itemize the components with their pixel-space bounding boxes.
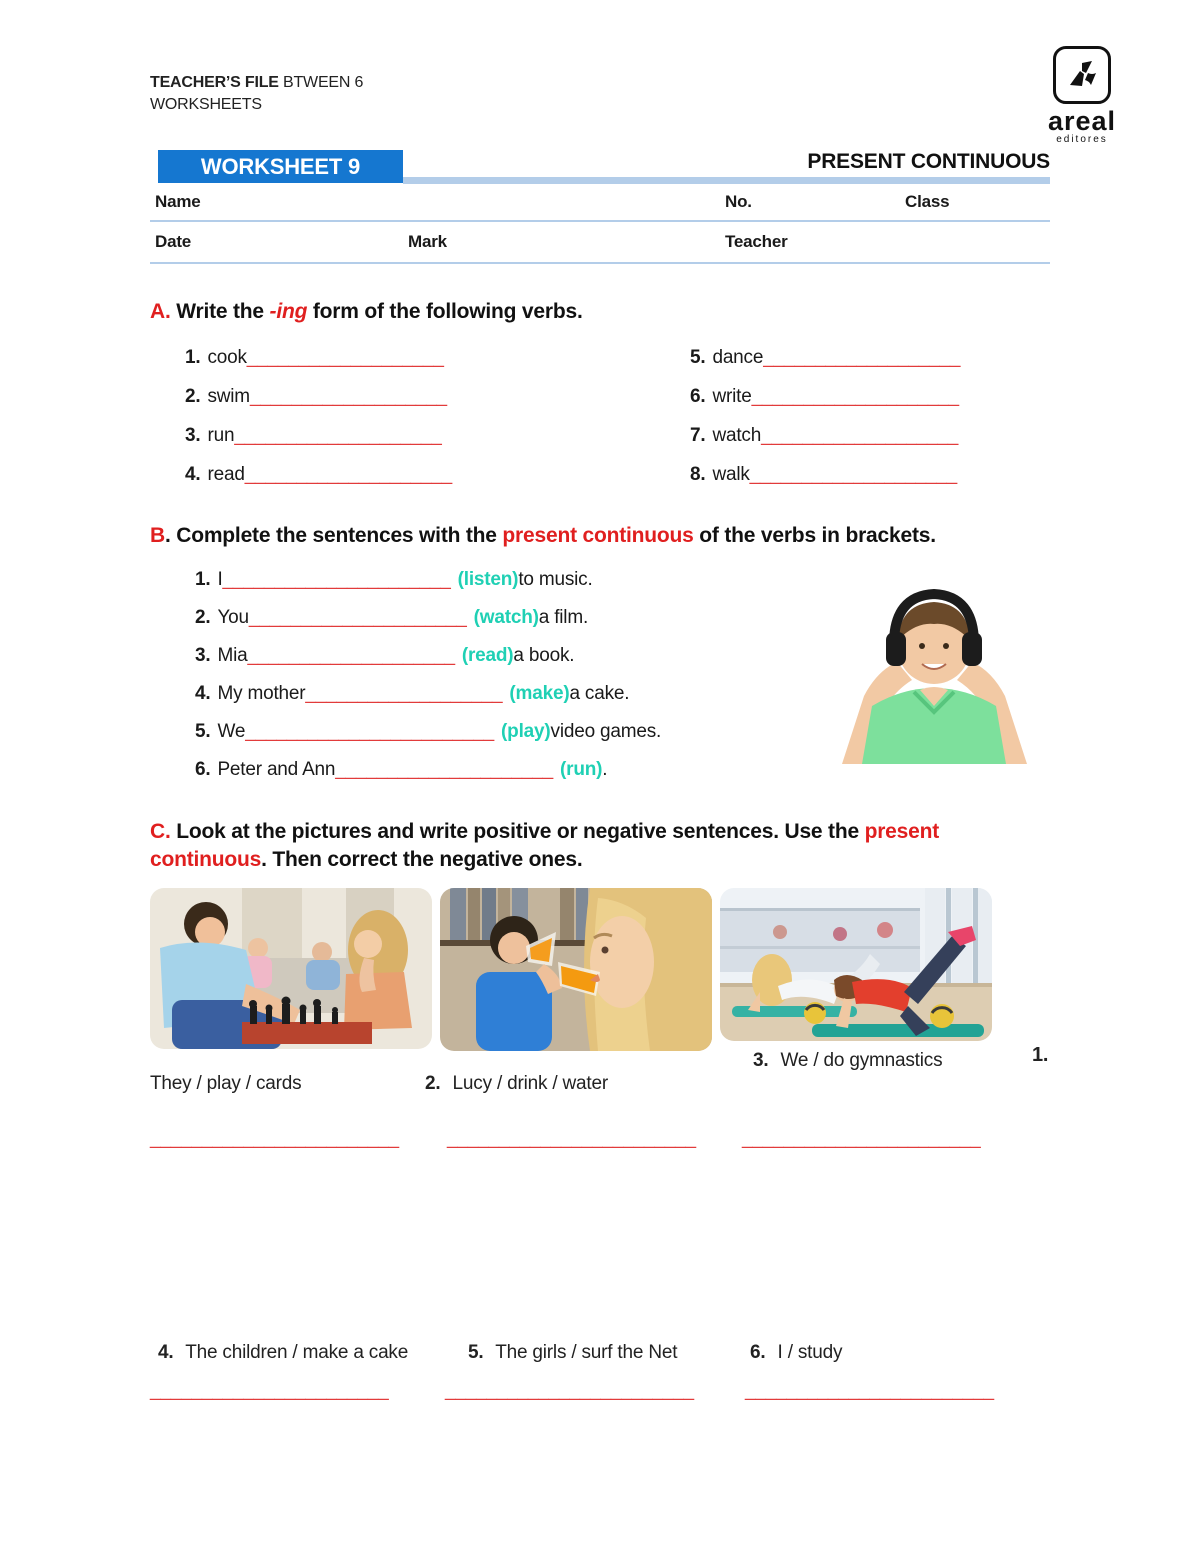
answer-blank: ________________________	[245, 721, 495, 742]
answer-blank: ____________________	[234, 424, 442, 446]
section-b-title-red: present continuous	[502, 524, 694, 547]
item-verb: swim	[207, 385, 250, 407]
worksheet-number-badge: WORKSHEET 9	[158, 150, 403, 183]
item-number: 5.	[195, 721, 211, 742]
verb-item	[185, 338, 690, 377]
item-number: 5.	[690, 346, 706, 368]
section-c-title-pre: Look at the pictures and write positive or negative sentences. Use the	[170, 820, 865, 843]
section-a-left-column	[150, 338, 690, 494]
areal-logo-icon	[1053, 46, 1111, 104]
teacher-label: Teacher	[725, 232, 788, 251]
item-number: 8.	[690, 463, 706, 485]
header-line2: WORKSHEETS	[150, 96, 262, 113]
answer-blank: ____________________	[244, 463, 453, 485]
banner-underline-strip	[403, 177, 1050, 184]
answer-blank: ___________________	[305, 683, 503, 704]
item-number: 3.	[185, 424, 201, 446]
item-text: I / study	[772, 1342, 843, 1363]
sentence-start: Mia	[217, 645, 248, 666]
caption-number: 3.	[753, 1050, 769, 1071]
sentence-start: We	[217, 721, 246, 742]
answer-blank: ______________________	[222, 569, 451, 590]
logo-brand-text: areal	[1047, 106, 1117, 136]
sentence-end: to music.	[518, 569, 593, 590]
section-c-title	[150, 818, 1040, 874]
verb-item	[185, 416, 690, 455]
item-number: 7.	[690, 424, 706, 446]
item-number: 3.	[195, 645, 211, 666]
item-number: 6.	[690, 385, 706, 407]
date-label: Date	[155, 232, 192, 251]
item-number: 6.	[750, 1342, 766, 1363]
answer-blank: ___________________	[249, 385, 447, 407]
item-verb: write	[712, 385, 752, 407]
sentence-start: Peter and Ann	[217, 759, 336, 780]
section-b-title-pre: . Complete the sentences with the	[164, 524, 503, 547]
caption-text: Lucy / drink / water	[447, 1073, 608, 1094]
answer-blank: _____________________	[335, 759, 554, 780]
header-file-title: TEACHER’S FILE	[150, 74, 279, 91]
bracket-verb: (play)	[501, 721, 551, 742]
item-number: 6.	[195, 759, 211, 780]
answer-blank: ___________________	[246, 346, 444, 368]
item-verb: run	[207, 424, 235, 446]
answer-blank: ________________________	[447, 1128, 696, 1149]
bracket-verb: (run)	[560, 759, 603, 780]
item-number: 4.	[195, 683, 211, 704]
section-c-bottom-items	[150, 1342, 1090, 1432]
header-line1	[150, 72, 363, 94]
verb-item	[690, 455, 1050, 494]
info-row-date	[150, 224, 1050, 264]
section-a-title-ing: -ing	[269, 300, 308, 323]
section-b-title-post: of the verbs in brackets.	[693, 524, 936, 547]
bottom-item-4	[158, 1342, 408, 1364]
answer-blank: _______________________	[742, 1128, 981, 1149]
sentence-start: My mother	[217, 683, 306, 704]
no-label: No.	[725, 192, 752, 211]
section-a-title-pre: Write the	[170, 300, 270, 323]
sentence-end: a film.	[538, 607, 589, 628]
caption-2	[425, 1073, 608, 1095]
caption-number: 2.	[425, 1073, 441, 1094]
sentence-end: .	[602, 759, 608, 780]
answer-blank: ________________________	[150, 1128, 399, 1149]
item-verb: cook	[207, 346, 247, 368]
section-a	[150, 298, 1050, 494]
class-label: Class	[905, 192, 950, 211]
bottom-item-6	[750, 1342, 842, 1364]
sentence-end: a book.	[513, 645, 575, 666]
item-number: 5.	[468, 1342, 484, 1363]
logo-sub-text: editores	[1056, 134, 1108, 145]
item-text: The girls / surf the Net	[490, 1342, 678, 1363]
verb-item	[185, 455, 690, 494]
item-number: 2.	[195, 607, 211, 628]
item-number: 4.	[185, 463, 201, 485]
bottom-item-5	[468, 1342, 677, 1364]
photo-girl-drinking-juice	[440, 888, 712, 1051]
sentence-start: I	[217, 569, 223, 590]
answer-blank: _______________________	[150, 1380, 389, 1401]
verb-item	[690, 416, 1050, 455]
verb-item	[690, 338, 1050, 377]
section-c-letter: C.	[150, 820, 171, 843]
info-row-name	[150, 184, 1050, 222]
item-verb: dance	[712, 346, 764, 368]
caption-1: They / play / cards	[150, 1073, 302, 1094]
answer-blank: _____________________	[248, 607, 467, 628]
answer-blank: ________________________	[745, 1380, 994, 1401]
photo-children-play-chess	[150, 888, 432, 1049]
section-a-right-column	[690, 338, 1050, 494]
publisher-logo	[1028, 46, 1136, 145]
document-header	[150, 72, 363, 116]
name-label: Name	[155, 192, 201, 211]
worksheet-banner	[150, 150, 1050, 184]
section-b-title	[150, 522, 1050, 550]
item-verb: read	[207, 463, 245, 485]
bracket-verb: (make)	[509, 683, 570, 704]
item-verb: walk	[712, 463, 750, 485]
item-text: The children / make a cake	[180, 1342, 409, 1363]
answer-blank: ___________________	[763, 346, 961, 368]
bracket-verb: (listen)	[457, 569, 519, 590]
caption-3	[753, 1050, 942, 1072]
photo-women-gymnastics	[720, 888, 992, 1041]
section-c	[150, 818, 1070, 1278]
answer-blank: ____________________	[749, 463, 958, 485]
section-a-title-post: form of the following verbs.	[307, 300, 583, 323]
sentence-end: video games.	[550, 721, 662, 742]
section-b-letter: B	[150, 524, 165, 547]
header-file-rest: BTWEEN 6	[278, 74, 364, 91]
answer-blank: ________________________	[445, 1380, 694, 1401]
answer-blank: ___________________	[761, 424, 959, 446]
section-a-title	[150, 298, 1050, 326]
boy-headphones-image	[802, 566, 1067, 764]
verb-item	[185, 377, 690, 416]
section-c-title-post: . Then correct the negative ones.	[261, 848, 583, 871]
worksheet-topic: PRESENT CONTINUOUS	[807, 150, 1050, 173]
item-number: 1.	[185, 346, 201, 368]
sentence-start: You	[217, 607, 249, 628]
answer-blank: ____________________	[247, 645, 455, 666]
item-number: 4.	[158, 1342, 174, 1363]
bracket-verb: (read)	[461, 645, 514, 666]
item-verb: watch	[712, 424, 762, 446]
bracket-verb: (watch)	[473, 607, 539, 628]
caption-text: We / do gymnastics	[775, 1050, 943, 1071]
section-a-letter: A.	[150, 300, 171, 323]
verb-item	[690, 377, 1050, 416]
item-number: 2.	[185, 385, 201, 407]
section-c-title-red: present continuous	[150, 820, 940, 871]
sentence-end: a cake.	[569, 683, 630, 704]
item-number: 1.	[195, 569, 211, 590]
caption-stray-1: 1.	[1032, 1044, 1049, 1066]
answer-blank: ____________________	[751, 385, 959, 407]
mark-label: Mark	[408, 232, 447, 251]
